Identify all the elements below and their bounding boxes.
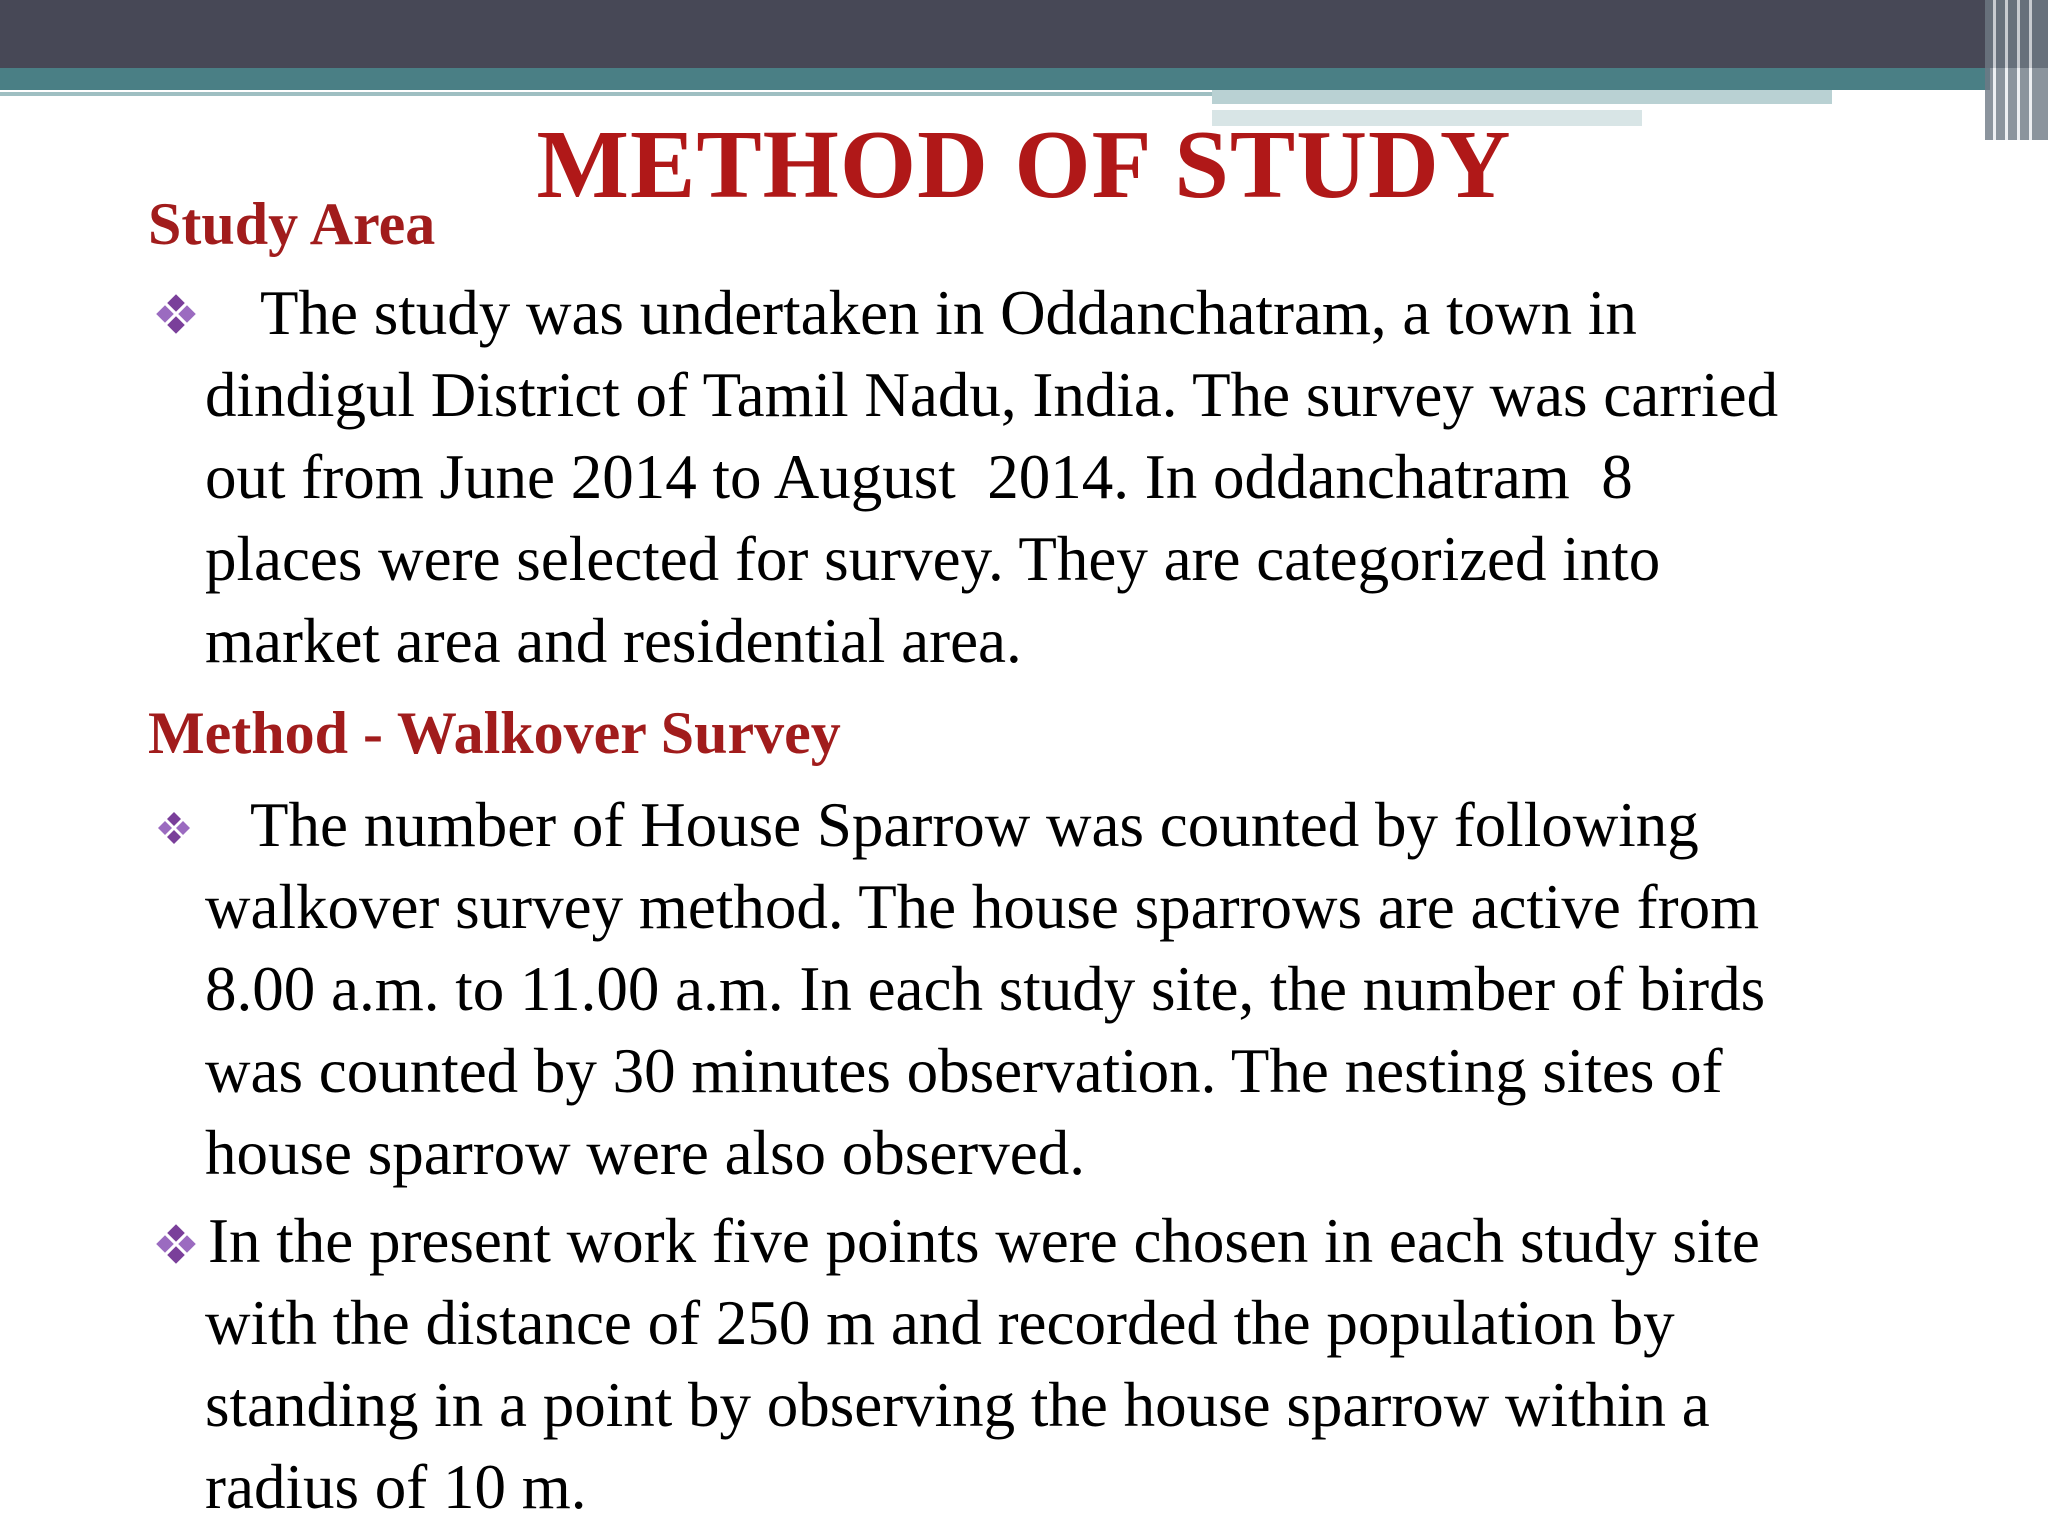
- paragraph-line: market area and residential area.: [205, 606, 1022, 676]
- four-diamond-bullet-icon: [154, 808, 194, 848]
- accent-line: [0, 92, 1212, 96]
- paragraph-line: was counted by 30 minutes observation. The nesting sites of: [205, 1036, 1723, 1106]
- paragraph-line: The study was undertaken in Oddanchatram, a town in: [260, 278, 1637, 348]
- four-diamond-bullet-icon: [154, 292, 198, 336]
- four-diamond-bullet-icon: [154, 1222, 198, 1266]
- section-heading-method: Method - Walkover Survey: [148, 700, 841, 766]
- slide-title: METHOD OF STUDY: [536, 111, 1512, 219]
- paragraph-line: 8.00 a.m. to 11.00 a.m. In each study site, the number of birds: [205, 954, 1766, 1024]
- paragraph-line: radius of 10 m.: [205, 1452, 587, 1522]
- paragraph-line: places were selected for survey. They are categorized into: [205, 524, 1661, 594]
- paragraph-line: dindigul District of Tamil Nadu, India. The survey was carried: [205, 360, 1779, 430]
- paragraph-line: standing in a point by observing the house sparrow within a: [205, 1370, 1710, 1440]
- section-heading-study-area: Study Area: [148, 191, 436, 257]
- header-bar: [0, 0, 2048, 68]
- paragraph-line: out from June 2014 to August 2014. In oddanchatram 8: [205, 442, 1633, 512]
- accent-bar: [0, 68, 1990, 90]
- paragraph-line: In the present work five points were chosen in each study site: [208, 1206, 1760, 1276]
- paragraph-line: The number of House Sparrow was counted by following: [250, 790, 1699, 860]
- paragraph-line: house sparrow were also observed.: [205, 1118, 1085, 1188]
- accent-band: [1212, 90, 1832, 104]
- paragraph-line: walkover survey method. The house sparrows are active from: [205, 872, 1760, 942]
- paragraph-line: with the distance of 250 m and recorded the population by: [205, 1288, 1675, 1358]
